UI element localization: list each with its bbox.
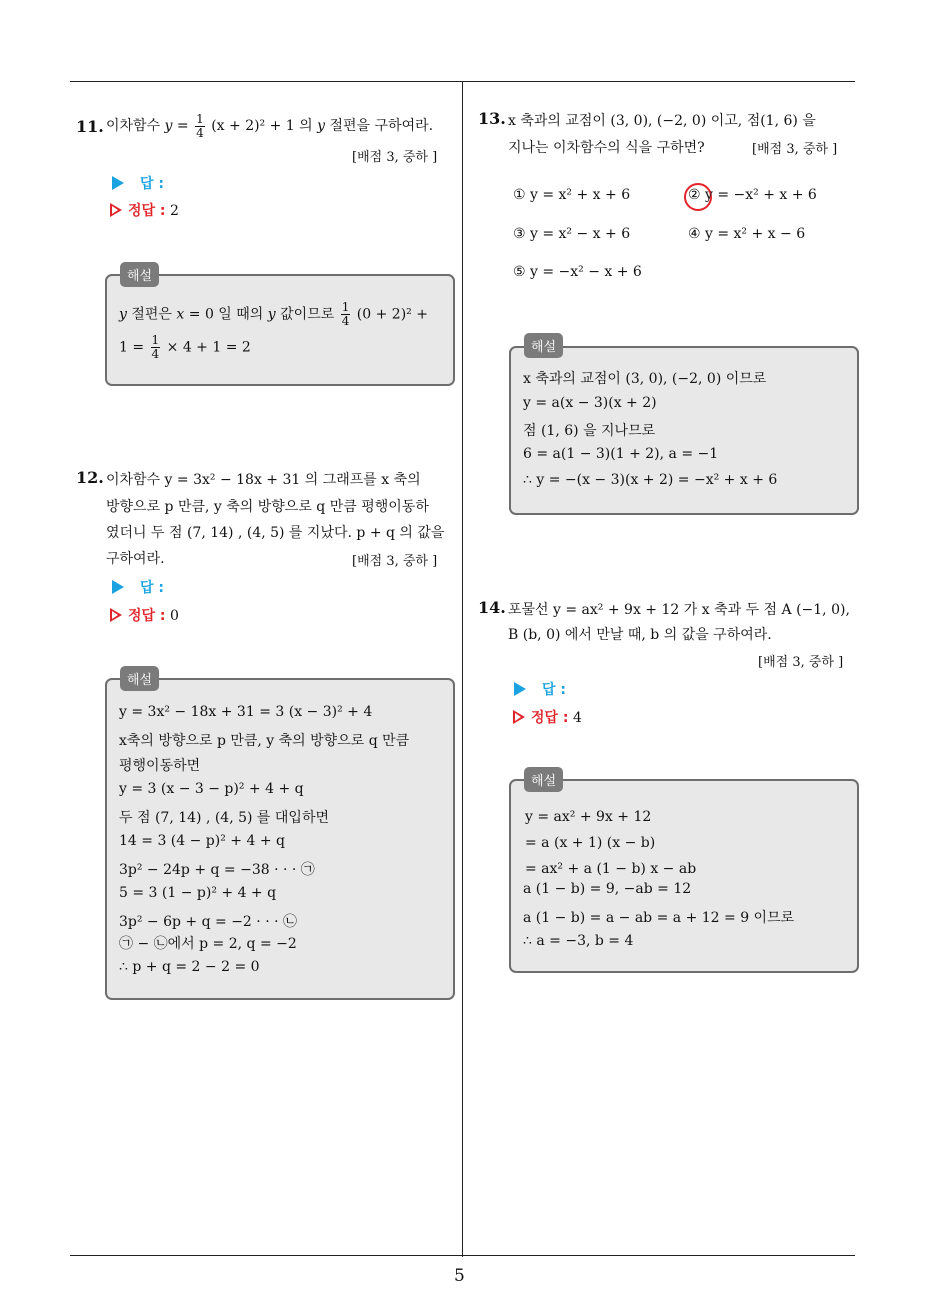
explanation-tag: 해설 bbox=[524, 767, 563, 792]
explanation-line: x축의 방향으로 p 만큼, y 축의 방향으로 q 만큼 bbox=[119, 733, 410, 749]
question-line: 방향으로 p 만큼, y 축의 방향으로 q 만큼 평행이동하 bbox=[106, 499, 429, 515]
explanation-line: y 절편은 x = 0 일 때의 y 값이므로 $\frac{1}{4}$ (0 + 2)² + bbox=[119, 300, 428, 328]
option-4[interactable]: ④ y = x² + x − 6 bbox=[688, 226, 806, 242]
explanation-line: y = a(x − 3)(x + 2) bbox=[523, 395, 657, 411]
question-line: x 축과의 교점이 (3, 0), (−2, 0) 이고, 점(1, 6) 을 bbox=[508, 113, 816, 129]
explanation-line: y = 3x² − 18x + 31 = 3 (x − 3)² + 4 bbox=[119, 704, 373, 720]
play-icon bbox=[514, 682, 526, 696]
question-number: 12. bbox=[76, 468, 104, 487]
outline-triangle-icon bbox=[513, 710, 525, 724]
outline-triangle-icon bbox=[110, 608, 122, 622]
correct-answer: 정답 : 2 bbox=[110, 200, 179, 220]
explanation-line: 점 (1, 6) 을 지나므로 bbox=[523, 423, 656, 439]
answer-label: 답 : bbox=[112, 577, 164, 597]
explanation-box bbox=[105, 274, 455, 386]
explanation-tag: 해설 bbox=[120, 666, 159, 691]
question-number: 13. bbox=[478, 109, 506, 128]
play-icon bbox=[112, 580, 124, 594]
question-line: 이차함수 y = 3x² − 18x + 31 의 그래프를 x 축의 bbox=[106, 472, 421, 488]
explanation-line: ㉠ − ㉡에서 p = 2, q = −2 bbox=[119, 936, 297, 952]
score-label: [배점 3, 중하 ] bbox=[752, 142, 838, 157]
column-divider bbox=[462, 82, 463, 1257]
question-number: 14. bbox=[478, 598, 506, 617]
explanation-line: a (1 − b) = a − ab = a + 12 = 9 이므로 bbox=[523, 910, 795, 926]
explanation-line: 14 = 3 (4 − p)² + 4 + q bbox=[119, 833, 285, 849]
score-label: [배점 3, 중하 ] bbox=[352, 150, 438, 165]
option-1[interactable]: ① y = x² + x + 6 bbox=[513, 187, 631, 203]
question-line: 구하여라. bbox=[106, 551, 165, 567]
explanation-line: y = 3 (x − 3 − p)² + 4 + q bbox=[119, 781, 304, 797]
explanation-line: ∴ p + q = 2 − 2 = 0 bbox=[119, 959, 260, 975]
outline-triangle-icon bbox=[110, 203, 122, 217]
explanation-line: 5 = 3 (1 − p)² + 4 + q bbox=[119, 885, 277, 901]
explanation-tag: 해설 bbox=[120, 262, 159, 287]
explanation-line: 3p² − 24p + q = −38 · · · ㉠ bbox=[119, 862, 315, 878]
explanation-line: ∴ a = −3, b = 4 bbox=[523, 933, 634, 949]
explanation-line: a (1 − b) = 9, −ab = 12 bbox=[523, 881, 692, 897]
option-5[interactable]: ⑤ y = −x² − x + 6 bbox=[513, 264, 642, 280]
explanation-box bbox=[509, 779, 859, 973]
answer-label: 답 : bbox=[112, 173, 164, 193]
question-line: 포물선 y = ax² + 9x + 12 가 x 축과 두 점 A (−1, 0), bbox=[508, 602, 850, 618]
explanation-box bbox=[105, 678, 455, 1000]
explanation-box bbox=[509, 346, 859, 515]
explanation-line: 1 = $\frac{1}{4}$ × 4 + 1 = 2 bbox=[119, 333, 251, 361]
play-icon bbox=[112, 176, 124, 190]
explanation-tag: 해설 bbox=[524, 333, 563, 358]
question-line: 지나는 이차함수의 식을 구하면? bbox=[508, 140, 705, 156]
question-number: 11. bbox=[76, 117, 104, 136]
bottom-rule bbox=[70, 1255, 855, 1256]
option-2[interactable]: ② y = −x² + x + 6 bbox=[688, 187, 817, 203]
question-text: 이차함수 y = $\frac{1}{4}$ (x + 2)² + 1 의 y 절편을 구하여라. bbox=[106, 111, 434, 140]
explanation-line: y = ax² + 9x + 12 bbox=[525, 809, 652, 825]
page-number: 5 bbox=[454, 1266, 465, 1286]
question-line: B (b, 0) 에서 만날 때, b 의 값을 구하여라. bbox=[508, 627, 772, 643]
explanation-line: 두 점 (7, 14) , (4, 5) 를 대입하면 bbox=[119, 810, 330, 826]
correct-answer: 정답 : 4 bbox=[513, 707, 582, 727]
explanation-line: = a (x + 1) (x − b) bbox=[525, 835, 656, 851]
explanation-line: ∴ y = −(x − 3)(x + 2) = −x² + x + 6 bbox=[523, 472, 778, 488]
explanation-line: 평행이동하면 bbox=[119, 758, 201, 774]
explanation-line: 6 = a(1 − 3)(1 + 2), a = −1 bbox=[523, 446, 719, 462]
explanation-line: x 축과의 교점이 (3, 0), (−2, 0) 이므로 bbox=[523, 371, 767, 387]
score-label: [배점 3, 중하 ] bbox=[352, 554, 438, 569]
correct-answer: 정답 : 0 bbox=[110, 605, 179, 625]
explanation-line: 3p² − 6p + q = −2 · · · ㉡ bbox=[119, 914, 297, 930]
option-3[interactable]: ③ y = x² − x + 6 bbox=[513, 226, 631, 242]
explanation-line: = ax² + a (1 − b) x − ab bbox=[525, 861, 697, 877]
question-line: 였더니 두 점 (7, 14) , (4, 5) 를 지났다. p + q 의 값을 bbox=[106, 525, 445, 541]
score-label: [배점 3, 중하 ] bbox=[758, 655, 844, 670]
answer-label: 답 : bbox=[514, 679, 566, 699]
